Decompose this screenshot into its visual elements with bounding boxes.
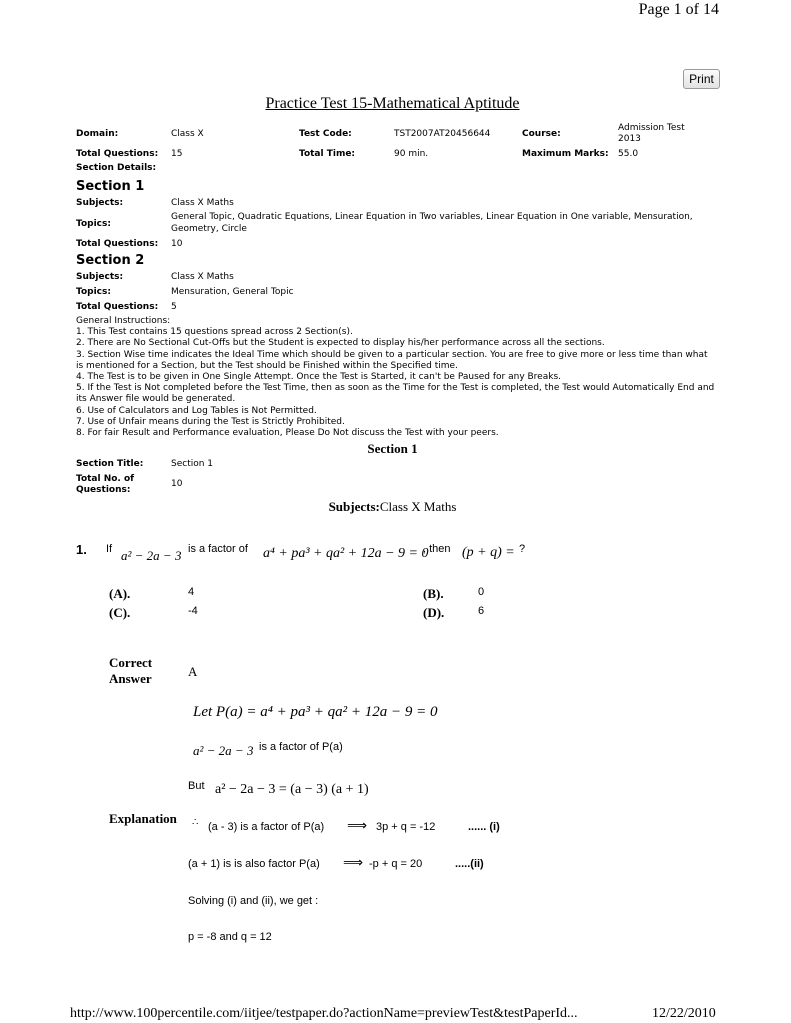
instruction-item: 2. There are No Sectional Cut-Offs but the Student is expected to display his/her performance across all the sections. [76, 338, 605, 349]
total-time-value: 90 min. [394, 149, 429, 159]
question-mark: ? [519, 543, 526, 555]
course-value-line1: Admission Test [618, 123, 685, 133]
implies-arrow-icon: ⟹ [343, 855, 364, 871]
question-expr1: a² − 2a − 3 [121, 548, 182, 563]
therefore-symbol: ∴ [192, 817, 199, 828]
total-questions-label: Total Questions: [76, 149, 159, 159]
subjects-heading [0, 499, 785, 515]
question-expr2: a⁴ + pa³ + qa² + 12a − 9 = 0 [263, 546, 429, 561]
instruction-item: 6. Use of Calculators and Log Tables is Not Permitted. [76, 405, 317, 416]
section-1-topics-label: Topics: [76, 219, 111, 229]
option-a-value: 4 [188, 586, 195, 598]
section-1-topics-line1: General Topic, Quadratic Equations, Linear Equation in Two variables, Linear Equation in One variable, Mensuration, [171, 212, 693, 222]
option-c-label[interactable]: (C). [109, 605, 131, 620]
footer-date: 12/22/2010 [652, 1006, 716, 1021]
instruction-item: 3. Section Wise time indicates the Ideal Time which should be given to a particular section. You are free to give more or less time than what is mentioned for a Section, but the Test should be Finished within the Specified time. [76, 349, 708, 371]
domain-label: Domain: [76, 129, 119, 139]
section-2-topics-line1: Mensuration, General Topic [171, 287, 294, 297]
option-d-label[interactable]: (D). [423, 605, 445, 620]
question-if-text: If [106, 543, 113, 555]
option-a-label[interactable]: (A). [109, 586, 131, 601]
correct-answer-label-line1: Correct [109, 655, 153, 670]
total-time-label: Total Time: [299, 149, 356, 159]
course-value [618, 121, 718, 147]
total-no-questions-label [76, 474, 134, 496]
footer-url: http://www.100percentile.com/iitjee/testpaper.do?actionName=previewTest&testPaperId... [70, 1006, 578, 1021]
instruction-item: 8. For fair Result and Performance evaluation, Please Do Not discuss the Test with your peers. [76, 428, 499, 439]
option-b-value: 0 [478, 586, 485, 598]
explanation-solving: Solving (i) and (ii), we get : [188, 895, 319, 907]
domain-value: Class X [171, 129, 204, 139]
explanation-let-line: Let P(a) = a⁴ + pa³ + qa² + 12a − 9 = 0 [193, 704, 438, 720]
test-code-label: Test Code: [299, 129, 352, 139]
total-no-questions-label-line2: Questions: [76, 485, 131, 495]
course-value-line2: 2013 [618, 134, 641, 144]
explanation-line4-result: 3p + q = -12 [376, 821, 436, 833]
instruction-item: 7. Use of Unfair means during the Test is Strictly Prohibited. [76, 416, 345, 427]
question-expr3: (p + q) = [462, 545, 515, 560]
test-info-table [76, 121, 718, 175]
correct-answer-value: A [188, 664, 198, 679]
correct-answer-label [109, 655, 152, 687]
section-2-topics-label: Topics: [76, 287, 111, 297]
question-then-text: , then [423, 543, 451, 555]
section-2-total-questions-label: Total Questions: [76, 302, 159, 312]
max-marks-value: 55.0 [618, 149, 639, 159]
option-b-label[interactable]: (B). [423, 586, 444, 601]
page-title: Practice Test 15-Mathematical Aptitude [265, 95, 520, 112]
print-button[interactable]: Print [683, 69, 720, 89]
section-2-heading: Section 2 [76, 253, 145, 268]
explanation-label: Explanation [109, 811, 177, 826]
option-d-value: 6 [478, 605, 485, 617]
section-2-total-questions-value: 5 [171, 302, 177, 312]
option-c-value: -4 [188, 605, 198, 617]
section-1-topics-line2: Geometry, Circle [171, 224, 247, 234]
instruction-item: 5. If the Test is Not completed before the Test Time, then as soon as the Time for the Test is completed, the Test would Automatically End and its Answer file would be generated. [76, 383, 715, 405]
section-1-total-questions-label: Total Questions: [76, 239, 159, 249]
explanation-final: p = -8 and q = 12 [188, 931, 272, 943]
explanation-line4-tag: ...... (i) [468, 821, 500, 833]
total-no-questions-value: 10 [171, 479, 183, 489]
explanation-line4-text: (a - 3) is a factor of P(a) [208, 821, 325, 833]
total-questions-value: 15 [171, 149, 183, 159]
section-1-total-questions-value: 10 [171, 239, 183, 249]
section-1-subjects-label: Subjects: [76, 198, 124, 208]
total-no-questions-label-line1: Total No. of [76, 474, 135, 484]
section-1-heading: Section 1 [76, 179, 145, 194]
course-label: Course: [522, 129, 561, 139]
implies-arrow-icon: ⟹ [347, 818, 368, 834]
section-details-label: Section Details: [76, 163, 157, 173]
question-factor-text: is a factor of [188, 543, 248, 555]
explanation-but: But [188, 780, 205, 792]
explanation-factor-text: is a factor of P(a) [259, 741, 343, 753]
explanation-line5-tag: .....(ii) [455, 858, 484, 870]
section-title-value: Section 1 [171, 459, 214, 469]
section-2-subjects-value: Class X Maths [171, 272, 234, 282]
subjects-heading-value: Class X Maths [379, 499, 457, 514]
test-code-value: TST2007AT20456644 [394, 129, 491, 139]
question-number: 1. [76, 542, 87, 557]
section-1-subjects-value: Class X Maths [171, 198, 234, 208]
correct-answer-label-line2: Answer [109, 671, 152, 686]
explanation-line5-result: -p + q = 20 [369, 858, 423, 870]
subjects-heading-label: Subjects: [328, 499, 380, 514]
instruction-item: 4. The Test is to be given in One Single Attempt. Once the Test is Started, it can't be Paused for any Breaks. [76, 372, 561, 383]
explanation-but-expr: a² − 2a − 3 = (a − 3) (a + 1) [215, 782, 369, 797]
instructions-heading: General Instructions: [76, 316, 171, 326]
max-marks-label: Maximum Marks: [522, 149, 609, 159]
instruction-item: 1. This Test contains 15 questions spread across 2 Section(s). [76, 327, 353, 338]
section-title-label: Section Title: [76, 459, 144, 469]
section-2-subjects-label: Subjects: [76, 272, 124, 282]
explanation-line5-text: (a + 1) is is also factor P(a) [188, 858, 320, 870]
explanation-factor-expr: a² − 2a − 3 [193, 743, 254, 758]
page-indicator: Page 1 of 14 [638, 1, 719, 18]
general-instructions [76, 316, 716, 439]
section-block-heading: Section 1 [367, 441, 418, 456]
